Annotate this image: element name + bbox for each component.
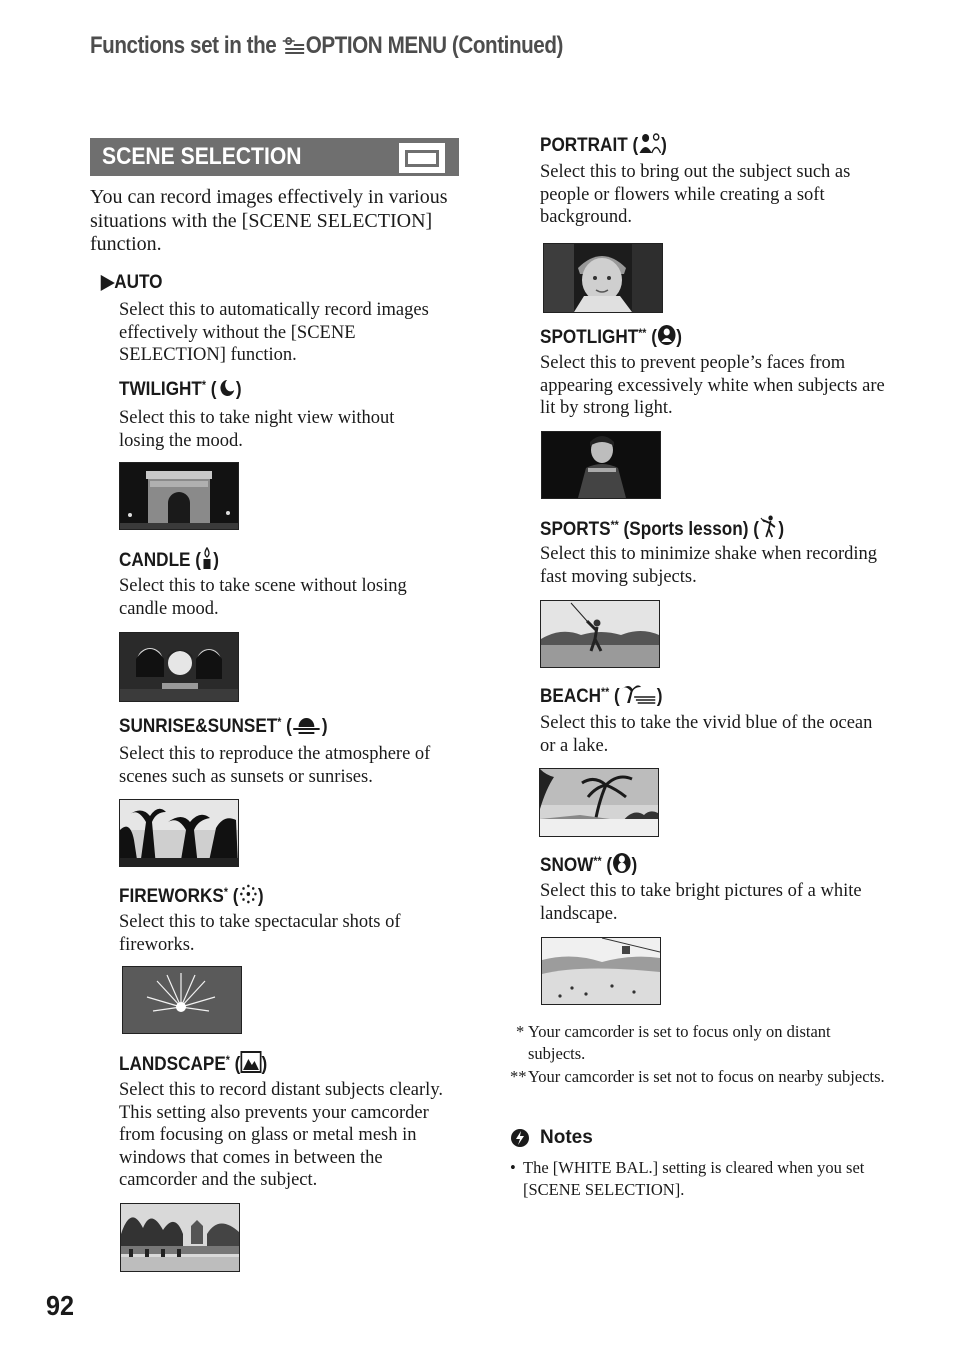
section-title-band [90,138,459,176]
item-desc-twilight: Select this to take night view without losing the mood. [119,408,395,451]
paren-open: ( [229,1053,241,1075]
item-heading-auto [101,270,163,294]
item-name: LANDSCAPE [119,1053,226,1075]
landscape-photo [120,1203,240,1272]
footnote-star: * [223,885,228,899]
notes-item: The [WHITE BAL.] setting is cleared when you set [SCENE SELECTION]. [523,1158,865,1199]
paren-open: ( [281,715,292,737]
footnote-1-text: Your camcorder is set to focus only on distant subjects. [528,1022,831,1063]
item-desc-auto: Select this to automatically record images effectively without the [SCENE SELECTION] function. [119,300,429,365]
item-name: CANDLE [119,549,191,571]
landscape-icon [240,1051,261,1079]
spotlight-photo [541,431,661,499]
snow-icon [612,852,631,880]
movie-mode-icon [399,143,445,178]
beach-photo [539,768,659,837]
paren-open: ( [206,378,217,400]
paren-open: ( [609,685,620,707]
item-desc-snow: Select this to take bright pictures of a white landscape. [540,881,862,924]
item-name: SUNRISE&SUNSET [119,715,278,737]
item-name: BEACH [540,685,602,707]
footnote-star: ** [610,518,619,532]
paren-close: ) [257,885,264,907]
page-header [90,32,563,62]
item-desc-landscape: Select this to record distant subjects clearly. This setting also prevents your camcorder from focusing on glass or metal mesh in windows that comes in between the camcorder and the subject. [119,1080,443,1190]
paren-close: ) [213,549,220,571]
paren-open: (Sports lesson) ( [618,518,759,540]
item-heading-spotlight [540,324,682,352]
twilight-photo [119,462,239,530]
footnote-2-text: Your camcorder is set not to focus on nearby subjects. [528,1067,885,1086]
item-heading-landscape [119,1051,267,1079]
paren-close: ) [631,854,638,876]
section-title: SCENE SELECTION [102,143,302,170]
item-desc-sports: Select this to minimize shake when recording fast moving subjects. [540,544,878,587]
fireworks-photo [122,966,242,1034]
item-name: SPORTS [540,518,611,540]
beach-icon [620,683,657,711]
paren-close: ) [235,378,242,400]
footnote-star: ** [593,854,602,868]
paren-open: ( [601,854,613,876]
item-heading-sunset [119,715,328,741]
footnote-2-mark: ** [510,1067,527,1086]
candle-photo [119,632,239,702]
item-heading-snow [540,852,637,880]
item-heading-candle [119,547,219,575]
item-desc-spotlight: Select this to prevent people’s faces from appearing excessively white when subjects are lit by strong light. [540,353,885,418]
paren-close: ) [661,134,667,156]
paren-close: ) [321,715,328,737]
notes-bullet: • [510,1158,516,1177]
sunset-photo [119,799,239,867]
paren-close: ) [261,1053,268,1075]
footnote-star: ** [601,685,610,699]
notes-icon [510,1128,530,1153]
header-suffix: OPTION MENU (Continued) [305,32,563,59]
portrait-icon [638,132,661,160]
item-desc-beach: Select this to take the vivid blue of the ocean or a lake. [540,713,873,756]
moon-icon [217,378,236,404]
item-heading-fireworks [119,883,264,911]
snow-photo [541,937,661,1005]
paren-open: ( [227,885,239,907]
sports-photo [540,600,660,668]
sunset-icon [292,715,322,741]
option-menu-icon [283,34,305,62]
portrait-photo [543,243,663,313]
item-name: PORTRAIT [540,134,628,156]
item-desc-sunset: Select this to reproduce the atmosphere of scenes such as sunsets or sunrises. [119,744,431,787]
page-number: 92 [46,1290,75,1321]
footnote-1-mark: * [516,1022,525,1041]
paren-open: ( [646,326,657,348]
item-heading-sports [540,514,784,544]
spotlight-icon [657,324,676,352]
footnote-star: * [225,1053,230,1067]
item-heading-beach [540,683,662,711]
paren-close: ) [676,326,682,348]
notes-title: Notes [540,1127,593,1148]
item-name: AUTO [114,271,163,293]
candle-icon [201,547,213,575]
item-name: SPOTLIGHT [540,326,639,348]
paren-open: ( [627,134,639,156]
paren-open: ( [190,549,201,571]
footnote-star: ** [638,326,647,340]
paren-close: ) [656,685,663,707]
footnote-star: * [201,378,207,392]
default-marker-icon: ▶ [101,271,115,293]
fireworks-icon [238,883,257,911]
sports-icon [759,514,778,544]
footnote-star: * [277,715,282,729]
item-name: SNOW [540,854,594,876]
item-heading-twilight [119,378,242,404]
paren-close: ) [778,518,785,540]
item-desc-candle: Select this to take scene without losing candle mood. [119,576,407,619]
item-name: TWILIGHT [119,378,202,400]
item-desc-fireworks: Select this to take spectacular shots of fireworks. [119,912,401,955]
item-desc-portrait: Select this to bring out the subject such as people or flowers while creating a soft background. [540,162,851,227]
section-intro: You can record images effectively in various situations with the [SCENE SELECTION] function. [90,186,448,255]
header-prefix: Functions set in the [90,32,282,59]
item-heading-portrait [540,132,667,160]
item-name: FIREWORKS [119,885,224,907]
